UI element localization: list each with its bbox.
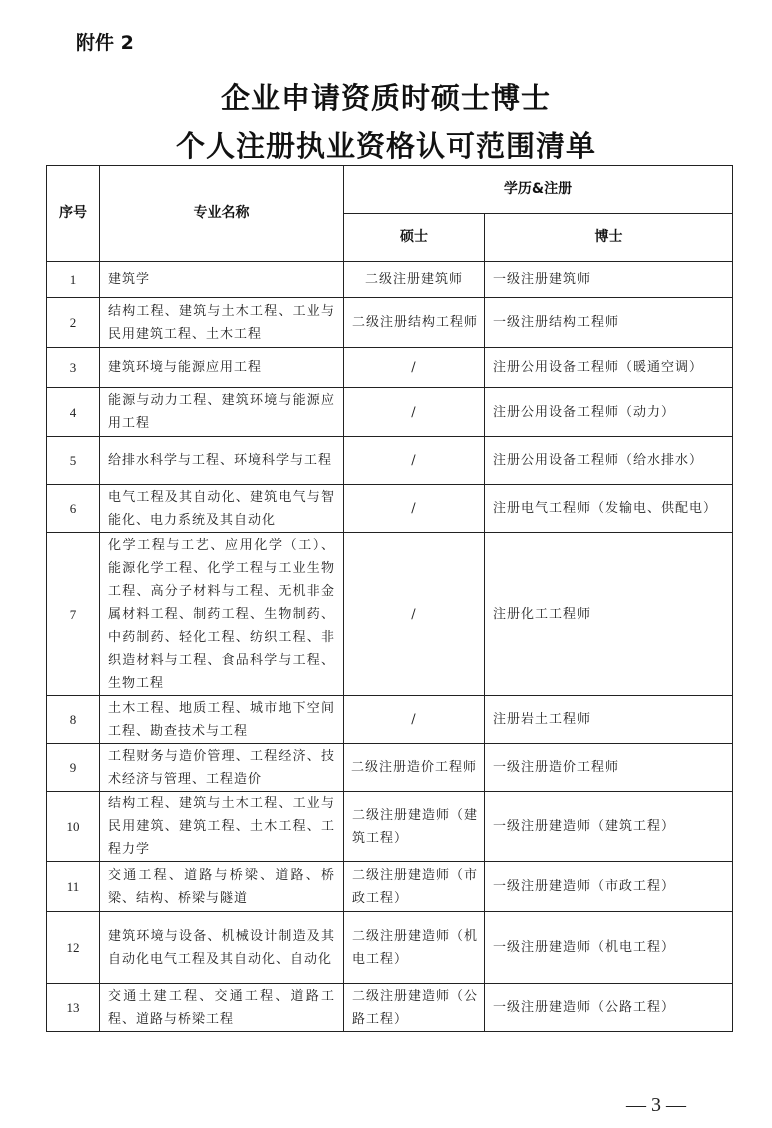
table-row	[47, 262, 733, 298]
document-title-line2: 个人注册执业资格认可范围清单	[175, 129, 596, 163]
header-seq: 序号	[47, 166, 100, 262]
header-doctor: 博士	[485, 214, 733, 262]
row-doctor: 一级注册建造师（机电工程）	[485, 912, 733, 984]
row-master: 二级注册结构工程师	[344, 298, 485, 348]
row-major: 电气工程及其自动化、建筑电气与智能化、电力系统及其自动化	[100, 485, 344, 533]
table-row	[47, 696, 733, 744]
row-doctor: 一级注册造价工程师	[485, 744, 733, 792]
row-doctor: 一级注册建造师（建筑工程）	[485, 792, 733, 862]
qualification-table	[46, 165, 733, 1032]
row-major: 化学工程与工艺、应用化学（工）、能源化学工程、化学工程与工业生物工程、高分子材料与工程、无机非金属材料工程、制药工程、生物制药、中药制药、轻化工程、纺织工程、非织造材料与工程、食品科学与工程、生物工程	[100, 533, 344, 696]
table-row	[47, 388, 733, 437]
row-master: 二级注册建造师（公路工程）	[344, 984, 485, 1032]
row-master: /	[344, 533, 485, 696]
row-major: 建筑环境与设备、机械设计制造及其自动化电气工程及其自动化、自动化	[100, 912, 344, 984]
header-major: 专业名称	[100, 166, 344, 262]
row-major: 交通土建工程、交通工程、道路工程、道路与桥梁工程	[100, 984, 344, 1032]
row-doctor: 注册化工工程师	[485, 533, 733, 696]
row-master: /	[344, 348, 485, 388]
row-doctor: 注册电气工程师（发输电、供配电）	[485, 485, 733, 533]
row-doctor: 一级注册结构工程师	[485, 298, 733, 348]
table-row	[47, 437, 733, 485]
row-seq: 8	[47, 696, 100, 744]
row-major: 建筑学	[100, 262, 344, 298]
row-master: 二级注册建造师（建筑工程）	[344, 792, 485, 862]
row-seq: 10	[47, 792, 100, 862]
attachment-label: 附件 2	[76, 32, 134, 54]
row-major: 能源与动力工程、建筑环境与能源应用工程	[100, 388, 344, 437]
row-master: /	[344, 696, 485, 744]
row-master: /	[344, 388, 485, 437]
row-major: 结构工程、建筑与土木工程、工业与民用建筑、建筑工程、土木工程、工程力学	[100, 792, 344, 862]
row-master: 二级注册建造师（机电工程）	[344, 912, 485, 984]
row-seq: 1	[47, 262, 100, 298]
row-seq: 3	[47, 348, 100, 388]
row-doctor: 注册公用设备工程师（暖通空调）	[485, 348, 733, 388]
row-seq: 9	[47, 744, 100, 792]
row-seq: 2	[47, 298, 100, 348]
row-major: 建筑环境与能源应用工程	[100, 348, 344, 388]
row-major: 工程财务与造价管理、工程经济、技术经济与管理、工程造价	[100, 744, 344, 792]
table-row	[47, 984, 733, 1032]
row-seq: 5	[47, 437, 100, 485]
header-master: 硕士	[344, 214, 485, 262]
row-seq: 12	[47, 912, 100, 984]
row-major: 结构工程、建筑与土木工程、工业与民用建筑工程、土木工程	[100, 298, 344, 348]
row-master: 二级注册造价工程师	[344, 744, 485, 792]
row-doctor: 注册岩土工程师	[485, 696, 733, 744]
row-doctor: 一级注册建造师（公路工程）	[485, 984, 733, 1032]
row-master: /	[344, 485, 485, 533]
row-doctor: 一级注册建筑师	[485, 262, 733, 298]
table-row	[47, 912, 733, 984]
table-row	[47, 485, 733, 533]
table-row	[47, 348, 733, 388]
table-row	[47, 792, 733, 862]
row-doctor: 注册公用设备工程师（动力）	[485, 388, 733, 437]
table-row	[47, 744, 733, 792]
row-seq: 4	[47, 388, 100, 437]
row-major: 交通工程、道路与桥梁、道路、桥梁、结构、桥梁与隧道	[100, 862, 344, 912]
row-major: 给排水科学与工程、环境科学与工程	[100, 437, 344, 485]
row-doctor: 注册公用设备工程师（给水排水）	[485, 437, 733, 485]
row-master: 二级注册建筑师	[344, 262, 485, 298]
row-seq: 11	[47, 862, 100, 912]
row-doctor: 一级注册建造师（市政工程）	[485, 862, 733, 912]
row-seq: 13	[47, 984, 100, 1032]
table-row	[47, 862, 733, 912]
document-title-line1: 企业申请资质时硕士博士	[220, 81, 551, 115]
row-master: 二级注册建造师（市政工程）	[344, 862, 485, 912]
header-education-registration: 学历&注册	[344, 166, 733, 214]
row-master: /	[344, 437, 485, 485]
row-seq: 6	[47, 485, 100, 533]
row-major: 土木工程、地质工程、城市地下空间工程、勘查技术与工程	[100, 696, 344, 744]
row-seq: 7	[47, 533, 100, 696]
table-row	[47, 533, 733, 696]
table-row	[47, 298, 733, 348]
page-number: — 3 —	[626, 1094, 686, 1116]
